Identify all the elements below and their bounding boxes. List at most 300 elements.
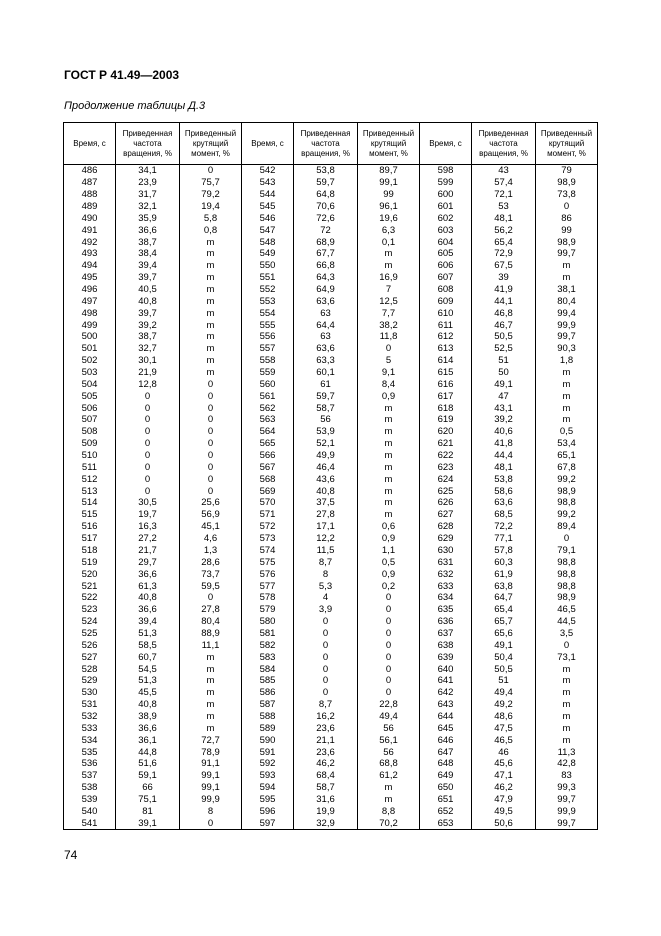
speed-cell: 40,6: [472, 426, 536, 438]
time-cell: 548: [242, 236, 294, 248]
torque-cell: 98,9: [536, 236, 598, 248]
time-cell: 563: [242, 414, 294, 426]
time-cell: 624: [420, 473, 472, 485]
speed-cell: 5,3: [294, 580, 358, 592]
torque-cell: 19,4: [180, 201, 242, 213]
torque-cell: m: [358, 497, 420, 509]
time-cell: 643: [420, 699, 472, 711]
table-row: [64, 675, 598, 687]
torque-cell: 19,6: [358, 212, 420, 224]
torque-cell: m: [180, 236, 242, 248]
time-cell: 638: [420, 639, 472, 651]
time-cell: 545: [242, 201, 294, 213]
speed-cell: 50,4: [472, 651, 536, 663]
table-row: [64, 722, 598, 734]
time-cell: 590: [242, 734, 294, 746]
torque-cell: 0: [358, 628, 420, 640]
torque-cell: 11,3: [536, 746, 598, 758]
time-cell: 488: [64, 189, 116, 201]
table-row: [64, 628, 598, 640]
speed-cell: 64,9: [294, 284, 358, 296]
speed-cell: 30,1: [116, 355, 180, 367]
speed-cell: 19,7: [116, 509, 180, 521]
time-cell: 569: [242, 485, 294, 497]
speed-cell: 48,6: [472, 711, 536, 723]
speed-cell: 0: [116, 473, 180, 485]
torque-cell: 98,8: [536, 497, 598, 509]
time-cell: 599: [420, 177, 472, 189]
speed-cell: 63: [294, 331, 358, 343]
speed-cell: 59,7: [294, 177, 358, 189]
torque-cell: m: [180, 687, 242, 699]
speed-cell: 0: [116, 485, 180, 497]
speed-cell: 30,5: [116, 497, 180, 509]
time-cell: 537: [64, 770, 116, 782]
torque-cell: m: [536, 414, 598, 426]
time-cell: 525: [64, 628, 116, 640]
speed-cell: 48,1: [472, 212, 536, 224]
speed-cell: 41,9: [472, 284, 536, 296]
torque-cell: m: [180, 307, 242, 319]
time-cell: 564: [242, 426, 294, 438]
time-cell: 555: [242, 319, 294, 331]
time-cell: 560: [242, 378, 294, 390]
time-cell: 640: [420, 663, 472, 675]
torque-cell: 73,1: [536, 651, 598, 663]
speed-cell: 67,5: [472, 260, 536, 272]
table-row: [64, 805, 598, 817]
torque-cell: m: [536, 378, 598, 390]
time-cell: 633: [420, 580, 472, 592]
torque-cell: 8,4: [358, 378, 420, 390]
time-cell: 518: [64, 545, 116, 557]
torque-cell: 44,5: [536, 616, 598, 628]
speed-cell: 27,8: [294, 509, 358, 521]
time-cell: 620: [420, 426, 472, 438]
torque-cell: 0,9: [358, 390, 420, 402]
time-cell: 635: [420, 604, 472, 616]
time-cell: 493: [64, 248, 116, 260]
speed-cell: 41,8: [472, 438, 536, 450]
time-cell: 522: [64, 592, 116, 604]
time-cell: 650: [420, 782, 472, 794]
time-cell: 491: [64, 224, 116, 236]
speed-cell: 53,8: [294, 165, 358, 177]
time-cell: 516: [64, 521, 116, 533]
speed-cell: 49,1: [472, 639, 536, 651]
table-row: [64, 295, 598, 307]
time-cell: 506: [64, 402, 116, 414]
time-cell: 496: [64, 284, 116, 296]
table-row: [64, 177, 598, 189]
torque-cell: 0: [358, 651, 420, 663]
table-row: [64, 224, 598, 236]
time-cell: 616: [420, 378, 472, 390]
time-cell: 622: [420, 450, 472, 462]
speed-cell: 37,5: [294, 497, 358, 509]
data-table: [63, 122, 598, 830]
time-cell: 519: [64, 556, 116, 568]
speed-cell: 21,9: [116, 367, 180, 379]
torque-cell: 99,9: [536, 319, 598, 331]
time-cell: 532: [64, 711, 116, 723]
torque-cell: 0: [180, 461, 242, 473]
speed-cell: 72,1: [472, 189, 536, 201]
speed-cell: 56: [294, 414, 358, 426]
time-cell: 634: [420, 592, 472, 604]
table-row: [64, 189, 598, 201]
torque-cell: 75,7: [180, 177, 242, 189]
speed-cell: 44,1: [472, 295, 536, 307]
speed-cell: 52,1: [294, 438, 358, 450]
torque-cell: m: [536, 367, 598, 379]
table-row: [64, 711, 598, 723]
table-row: [64, 509, 598, 521]
torque-cell: 9,1: [358, 367, 420, 379]
table-row: [64, 770, 598, 782]
time-cell: 513: [64, 485, 116, 497]
time-cell: 499: [64, 319, 116, 331]
torque-cell: m: [358, 794, 420, 806]
table-row: [64, 236, 598, 248]
torque-cell: 0: [180, 473, 242, 485]
speed-cell: 65,4: [472, 236, 536, 248]
time-cell: 544: [242, 189, 294, 201]
torque-cell: m: [180, 319, 242, 331]
speed-cell: 68,4: [294, 770, 358, 782]
time-cell: 649: [420, 770, 472, 782]
time-cell: 554: [242, 307, 294, 319]
speed-cell: 46,2: [294, 758, 358, 770]
torque-cell: 0: [180, 817, 242, 829]
speed-cell: 65,4: [472, 604, 536, 616]
torque-cell: 89,4: [536, 521, 598, 533]
torque-cell: 0: [358, 604, 420, 616]
torque-cell: m: [536, 675, 598, 687]
document-code: ГОСТ Р 41.49—2003: [64, 68, 180, 82]
torque-cell: 7: [358, 284, 420, 296]
time-cell: 505: [64, 390, 116, 402]
speed-cell: 49,9: [294, 450, 358, 462]
time-cell: 501: [64, 343, 116, 355]
table-caption: Продолжение таблицы Д.3: [64, 100, 206, 112]
table-row: [64, 580, 598, 592]
time-cell: 597: [242, 817, 294, 829]
time-cell: 540: [64, 805, 116, 817]
time-cell: 583: [242, 651, 294, 663]
speed-cell: 50,5: [472, 331, 536, 343]
torque-cell: 98,9: [536, 485, 598, 497]
time-cell: 517: [64, 533, 116, 545]
torque-cell: 0: [536, 201, 598, 213]
table-row: [64, 473, 598, 485]
table-row: [64, 165, 598, 177]
time-cell: 636: [420, 616, 472, 628]
time-cell: 535: [64, 746, 116, 758]
speed-cell: 39,1: [116, 817, 180, 829]
table-row: [64, 343, 598, 355]
torque-cell: 0: [180, 438, 242, 450]
speed-cell: 50,5: [472, 663, 536, 675]
speed-cell: 0: [116, 414, 180, 426]
table-row: [64, 212, 598, 224]
time-cell: 625: [420, 485, 472, 497]
speed-cell: 39,4: [116, 260, 180, 272]
torque-cell: 53,4: [536, 438, 598, 450]
speed-cell: 0: [294, 651, 358, 663]
torque-cell: 3,5: [536, 628, 598, 640]
torque-cell: m: [536, 699, 598, 711]
time-cell: 511: [64, 461, 116, 473]
table-body: [64, 165, 598, 830]
time-cell: 572: [242, 521, 294, 533]
speed-cell: 36,6: [116, 568, 180, 580]
time-cell: 615: [420, 367, 472, 379]
speed-cell: 58,7: [294, 402, 358, 414]
time-cell: 524: [64, 616, 116, 628]
time-cell: 559: [242, 367, 294, 379]
torque-cell: 27,8: [180, 604, 242, 616]
torque-cell: m: [358, 509, 420, 521]
speed-cell: 50,6: [472, 817, 536, 829]
torque-cell: 99,2: [536, 509, 598, 521]
torque-cell: m: [180, 331, 242, 343]
time-cell: 606: [420, 260, 472, 272]
speed-cell: 44,8: [116, 746, 180, 758]
time-cell: 584: [242, 663, 294, 675]
torque-cell: 0: [180, 378, 242, 390]
time-cell: 573: [242, 533, 294, 545]
table-row: [64, 639, 598, 651]
time-cell: 651: [420, 794, 472, 806]
speed-cell: 66,8: [294, 260, 358, 272]
torque-cell: 7,7: [358, 307, 420, 319]
torque-cell: m: [180, 722, 242, 734]
speed-cell: 31,7: [116, 189, 180, 201]
torque-cell: 1,1: [358, 545, 420, 557]
torque-cell: 83: [536, 770, 598, 782]
torque-cell: 99,4: [536, 307, 598, 319]
speed-cell: 47,5: [472, 722, 536, 734]
speed-cell: 29,7: [116, 556, 180, 568]
torque-cell: 0,2: [358, 580, 420, 592]
table-row: [64, 319, 598, 331]
time-cell: 531: [64, 699, 116, 711]
speed-cell: 17,1: [294, 521, 358, 533]
speed-cell: 16,2: [294, 711, 358, 723]
speed-cell: 64,8: [294, 189, 358, 201]
torque-cell: m: [180, 272, 242, 284]
torque-cell: m: [536, 402, 598, 414]
time-cell: 605: [420, 248, 472, 260]
time-cell: 512: [64, 473, 116, 485]
speed-cell: 27,2: [116, 533, 180, 545]
torque-cell: m: [358, 485, 420, 497]
torque-cell: m: [180, 663, 242, 675]
time-cell: 567: [242, 461, 294, 473]
time-cell: 628: [420, 521, 472, 533]
torque-cell: 98,9: [536, 592, 598, 604]
time-cell: 515: [64, 509, 116, 521]
speed-cell: 61: [294, 378, 358, 390]
table-row: [64, 248, 598, 260]
time-cell: 509: [64, 438, 116, 450]
speed-cell: 81: [116, 805, 180, 817]
time-cell: 646: [420, 734, 472, 746]
speed-cell: 51: [472, 355, 536, 367]
speed-cell: 23,6: [294, 746, 358, 758]
speed-cell: 38,7: [116, 236, 180, 248]
table-row: [64, 390, 598, 402]
time-cell: 648: [420, 758, 472, 770]
table-row: [64, 485, 598, 497]
torque-cell: m: [358, 402, 420, 414]
torque-cell: m: [180, 248, 242, 260]
speed-cell: 35,9: [116, 212, 180, 224]
speed-cell: 46,5: [472, 734, 536, 746]
time-cell: 507: [64, 414, 116, 426]
speed-cell: 0: [294, 639, 358, 651]
torque-cell: 99,1: [358, 177, 420, 189]
time-cell: 561: [242, 390, 294, 402]
table-row: [64, 556, 598, 568]
table-row: [64, 367, 598, 379]
speed-cell: 53: [472, 201, 536, 213]
speed-cell: 75,1: [116, 794, 180, 806]
torque-cell: 99,7: [536, 817, 598, 829]
table-row: [64, 331, 598, 343]
time-cell: 603: [420, 224, 472, 236]
torque-cell: 0: [358, 663, 420, 675]
speed-cell: 77,1: [472, 533, 536, 545]
speed-cell: 72,6: [294, 212, 358, 224]
speed-cell: 32,9: [294, 817, 358, 829]
time-cell: 527: [64, 651, 116, 663]
speed-cell: 40,8: [116, 295, 180, 307]
time-cell: 520: [64, 568, 116, 580]
speed-cell: 52,5: [472, 343, 536, 355]
torque-cell: m: [180, 343, 242, 355]
time-cell: 588: [242, 711, 294, 723]
speed-cell: 12,8: [116, 378, 180, 390]
time-cell: 514: [64, 497, 116, 509]
time-cell: 621: [420, 438, 472, 450]
torque-cell: 0,1: [358, 236, 420, 248]
torque-cell: 73,7: [180, 568, 242, 580]
torque-cell: 99,7: [536, 794, 598, 806]
speed-cell: 60,3: [472, 556, 536, 568]
speed-cell: 40,8: [116, 592, 180, 604]
speed-cell: 39,2: [116, 319, 180, 331]
speed-cell: 40,8: [294, 485, 358, 497]
time-cell: 623: [420, 461, 472, 473]
torque-cell: 0: [358, 343, 420, 355]
torque-cell: 99,9: [536, 805, 598, 817]
speed-cell: 0: [294, 628, 358, 640]
torque-cell: 0,9: [358, 568, 420, 580]
speed-cell: 49,4: [472, 687, 536, 699]
speed-cell: 57,8: [472, 545, 536, 557]
table-row: [64, 746, 598, 758]
speed-cell: 63,3: [294, 355, 358, 367]
torque-cell: 56,1: [358, 734, 420, 746]
speed-cell: 53,8: [472, 473, 536, 485]
speed-cell: 68,9: [294, 236, 358, 248]
table-row: [64, 521, 598, 533]
torque-cell: 99,3: [536, 782, 598, 794]
speed-cell: 36,6: [116, 224, 180, 236]
speed-cell: 59,7: [294, 390, 358, 402]
torque-cell: 56: [358, 722, 420, 734]
torque-cell: m: [536, 272, 598, 284]
time-cell: 595: [242, 794, 294, 806]
speed-cell: 63,6: [472, 497, 536, 509]
time-cell: 565: [242, 438, 294, 450]
speed-cell: 23,9: [116, 177, 180, 189]
header-time: Время, с: [64, 123, 116, 165]
torque-cell: 28,6: [180, 556, 242, 568]
time-cell: 593: [242, 770, 294, 782]
speed-cell: 64,7: [472, 592, 536, 604]
speed-cell: 67,7: [294, 248, 358, 260]
time-cell: 631: [420, 556, 472, 568]
table-row: [64, 284, 598, 296]
header-speed: Приведенная частота вращения, %: [294, 123, 358, 165]
speed-cell: 45,6: [472, 758, 536, 770]
speed-cell: 39,2: [472, 414, 536, 426]
torque-cell: m: [180, 651, 242, 663]
torque-cell: 65,1: [536, 450, 598, 462]
torque-cell: 12,5: [358, 295, 420, 307]
time-cell: 630: [420, 545, 472, 557]
table-row: [64, 402, 598, 414]
torque-cell: 56,9: [180, 509, 242, 521]
header-torque: Приведенный крутящий момент, %: [358, 123, 420, 165]
speed-cell: 46,7: [472, 319, 536, 331]
speed-cell: 53,9: [294, 426, 358, 438]
time-cell: 582: [242, 639, 294, 651]
time-cell: 652: [420, 805, 472, 817]
speed-cell: 39,7: [116, 272, 180, 284]
speed-cell: 32,7: [116, 343, 180, 355]
speed-cell: 31,6: [294, 794, 358, 806]
time-cell: 523: [64, 604, 116, 616]
torque-cell: m: [180, 675, 242, 687]
time-cell: 538: [64, 782, 116, 794]
time-cell: 502: [64, 355, 116, 367]
speed-cell: 0: [116, 426, 180, 438]
speed-cell: 0: [294, 616, 358, 628]
torque-cell: m: [358, 426, 420, 438]
table-row: [64, 817, 598, 829]
speed-cell: 66: [116, 782, 180, 794]
time-cell: 604: [420, 236, 472, 248]
time-cell: 594: [242, 782, 294, 794]
torque-cell: 99,9: [180, 794, 242, 806]
torque-cell: m: [358, 782, 420, 794]
time-cell: 602: [420, 212, 472, 224]
speed-cell: 11,5: [294, 545, 358, 557]
speed-cell: 0: [294, 687, 358, 699]
speed-cell: 47,1: [472, 770, 536, 782]
header-time: Время, с: [242, 123, 294, 165]
header-speed: Приведенная частота вращения, %: [472, 123, 536, 165]
speed-cell: 44,4: [472, 450, 536, 462]
torque-cell: m: [536, 663, 598, 675]
torque-cell: 8: [180, 805, 242, 817]
torque-cell: 5: [358, 355, 420, 367]
speed-cell: 61,3: [116, 580, 180, 592]
